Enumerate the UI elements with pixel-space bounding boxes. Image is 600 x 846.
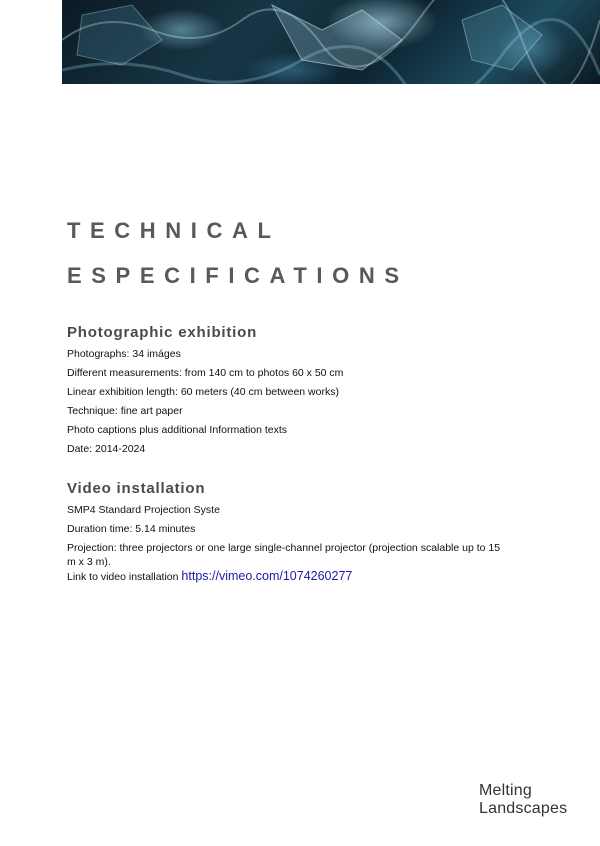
spec-measurements: Different measurements: from 140 cm to photos 60 x 50 cm (67, 367, 344, 379)
spec-duration: Duration time: 5.14 minutes (67, 523, 196, 535)
logo-line-2: Landscapes (479, 800, 568, 817)
page-title-line-2: ESPECIFICATIONS (67, 263, 409, 288)
spec-exhibition-length: Linear exhibition length: 60 meters (40 cm between works) (67, 386, 339, 398)
video-link[interactable]: https://vimeo.com/1074260277 (181, 569, 353, 583)
ice-texture-icon (62, 0, 600, 84)
logo-line-1: Melting (479, 782, 532, 799)
spec-photographs: Photographs: 34 imáges (67, 348, 181, 360)
page-title-line-1: TECHNICAL (67, 218, 281, 243)
melting-landscapes-logo (479, 782, 567, 818)
ice-photo-banner (62, 0, 600, 84)
video-section-title: Video installation (67, 480, 206, 497)
spec-technique: Technique: fine art paper (67, 405, 183, 417)
spec-projection-system: SMP4 Standard Projection Syste (67, 504, 220, 516)
video-link-label: Link to video installation (67, 571, 179, 583)
spec-captions: Photo captions plus additional Information texts (67, 424, 288, 436)
video-link-row (67, 569, 352, 583)
spec-projection: Projection: three projectors or one large single-channel projector (projection scalable up to 15 m x 3 m). (67, 542, 501, 568)
spec-date: Date: 2014-2024 (67, 443, 146, 455)
photographic-section-title: Photographic exhibition (67, 324, 258, 341)
